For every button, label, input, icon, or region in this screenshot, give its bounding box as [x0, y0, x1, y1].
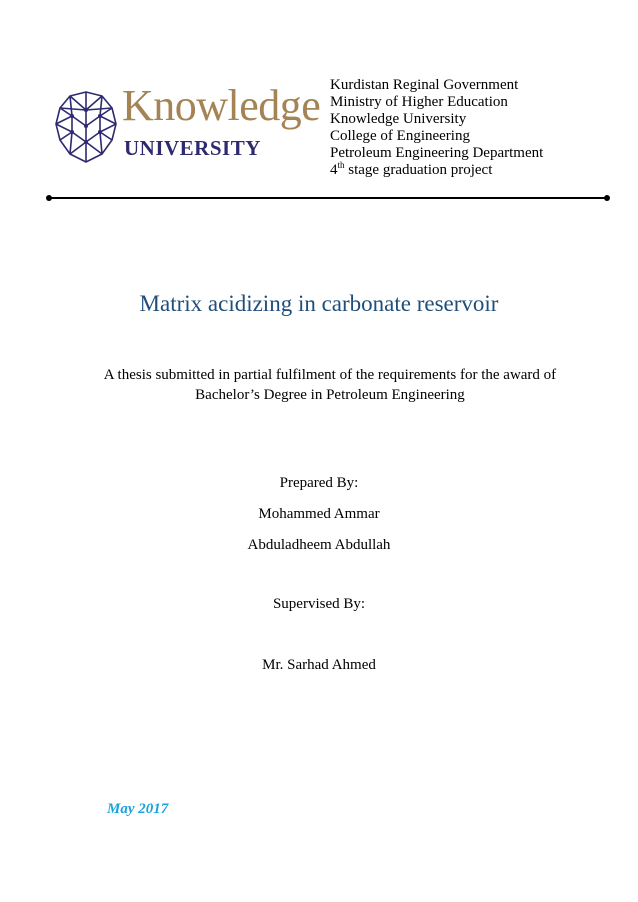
header-stage-line: [330, 162, 543, 179]
author-name: Abduladheem Abdullah: [247, 537, 391, 553]
header-line: Ministry of Higher Education: [330, 94, 508, 110]
logo-wordmark: Knowledge: [122, 81, 321, 130]
thesis-line: Bachelor’s Degree in Petroleum Engineering: [195, 387, 465, 403]
header-line: Petroleum Engineering Department: [330, 145, 544, 161]
header-line: College of Engineering: [330, 128, 470, 144]
university-logo: [52, 81, 322, 170]
institution-header: [330, 77, 543, 179]
brain-emblem-icon: [52, 86, 120, 170]
thesis-line: A thesis submitted in partial fulfilment of the requirements for the award of: [103, 367, 557, 383]
stage-number: 4: [330, 162, 338, 178]
stage-text: stage graduation project: [344, 162, 493, 178]
divider-left-dot: [46, 195, 52, 201]
logo-subtitle: UNIVERSITY: [124, 136, 261, 160]
divider-right-dot: [604, 195, 610, 201]
author-name: Mohammed Ammar: [258, 506, 380, 522]
header-divider: [46, 194, 610, 202]
header-line: Kurdistan Reginal Government: [330, 77, 519, 93]
thesis-title: Matrix acidizing in carbonate reservoir: [139, 291, 499, 316]
prepared-by-label: Prepared By:: [279, 475, 359, 491]
supervisor-name: Mr. Sarhad Ahmed: [262, 657, 376, 673]
thesis-statement: [60, 365, 600, 405]
submission-date: May 2017: [107, 801, 169, 817]
supervised-by-label: Supervised By:: [272, 596, 366, 612]
stage-suffix: th: [337, 160, 345, 170]
header-line: Knowledge University: [330, 111, 467, 127]
